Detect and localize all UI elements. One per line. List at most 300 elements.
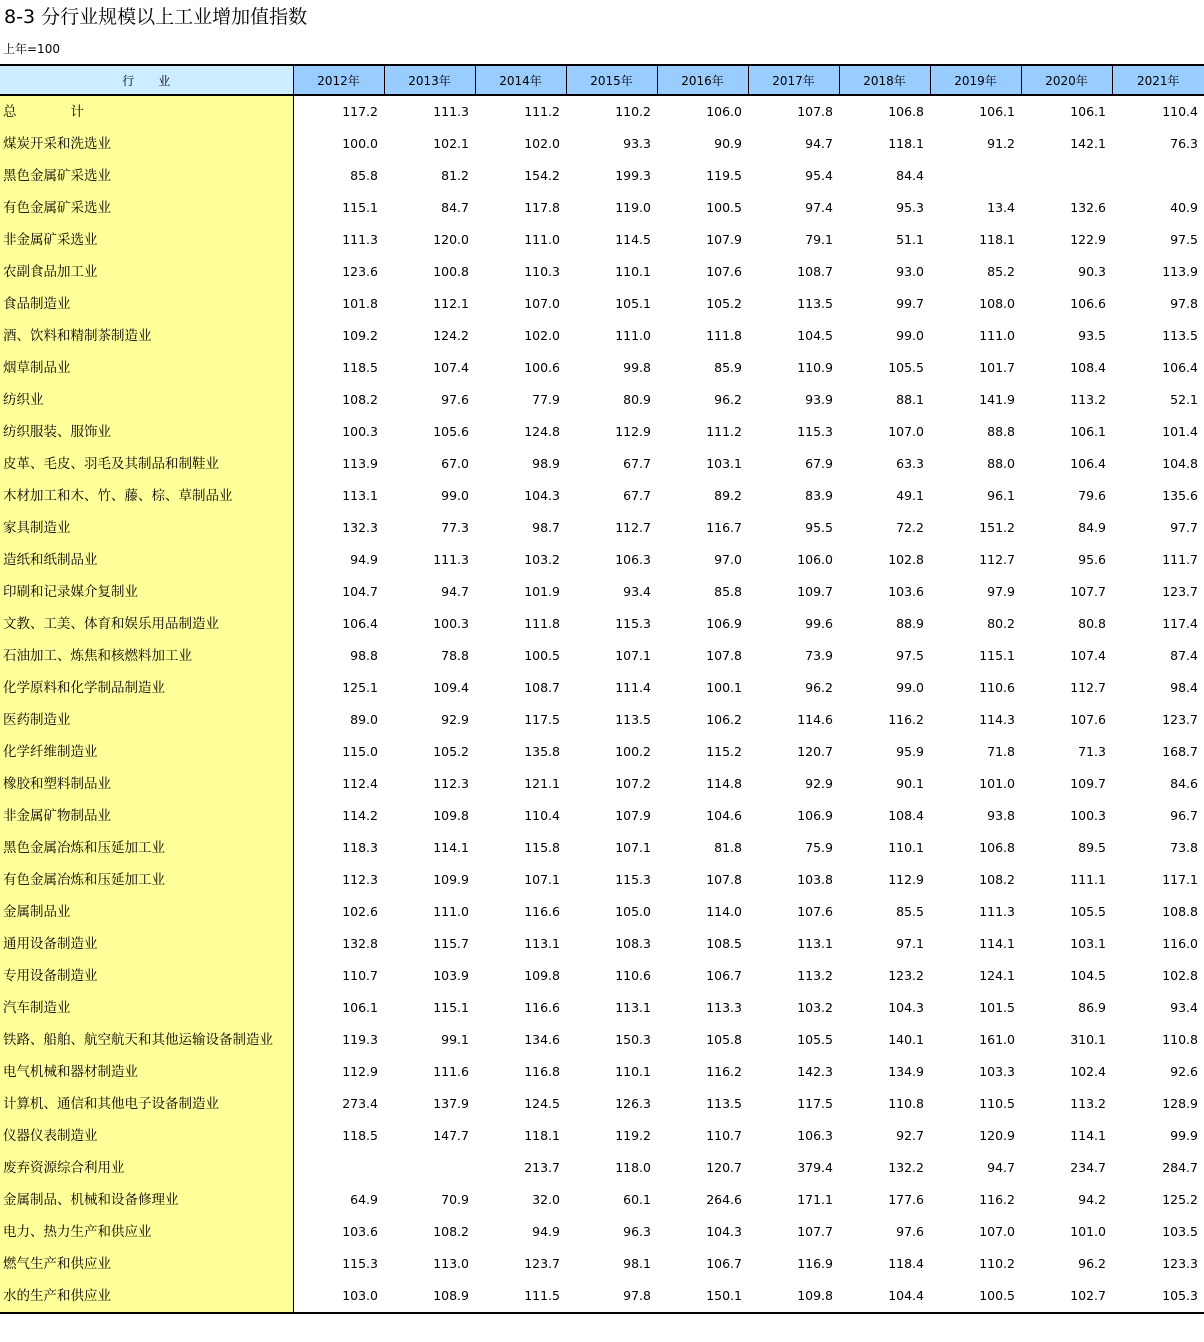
industry-name-cell[interactable]: 印刷和记录媒介复制业 xyxy=(0,576,293,608)
index-value-cell[interactable]: 80.8 xyxy=(1078,616,1106,631)
index-value-cell[interactable]: 99.6 xyxy=(805,616,833,631)
industry-name-cell[interactable]: 纺织业 xyxy=(0,384,293,416)
index-value-cell[interactable]: 111.5 xyxy=(475,1280,566,1313)
index-value-cell[interactable] xyxy=(930,160,1021,192)
index-value-cell[interactable]: 113.9 xyxy=(342,456,378,471)
industry-name-cell[interactable]: 农副食品加工业 xyxy=(0,256,293,288)
index-value-cell[interactable]: 101.9 xyxy=(524,584,560,599)
index-value-cell[interactable]: 104.8 xyxy=(1162,456,1198,471)
industry-name-cell[interactable]: 非金属矿采选业 xyxy=(0,224,293,256)
index-value-cell[interactable]: 93.5 xyxy=(1078,328,1106,343)
index-value-cell[interactable]: 104.3 xyxy=(888,1000,924,1015)
index-value-cell[interactable]: 115.3 xyxy=(615,616,651,631)
index-value-cell[interactable]: 100.3 xyxy=(1070,808,1106,823)
index-value-cell[interactable]: 104.3 xyxy=(706,1224,742,1239)
index-value-cell[interactable]: 107.1 xyxy=(615,648,651,663)
index-value-cell[interactable]: 72.2 xyxy=(896,520,924,535)
index-value-cell[interactable]: 96.7 xyxy=(1170,808,1198,823)
index-value-cell[interactable]: 113.1 xyxy=(524,936,560,951)
index-value-cell[interactable]: 102.8 xyxy=(888,552,924,567)
index-value-cell[interactable]: 94.7 xyxy=(805,136,833,151)
index-value-cell[interactable]: 177.6 xyxy=(888,1192,924,1207)
index-value-cell[interactable]: 106.3 xyxy=(797,1128,833,1143)
index-value-cell[interactable]: 94.9 xyxy=(532,1224,560,1239)
column-header-year[interactable]: 2015年 xyxy=(566,65,657,95)
index-value-cell[interactable]: 113.1 xyxy=(615,1000,651,1015)
index-value-cell[interactable]: 94.7 xyxy=(987,1160,1015,1175)
index-value-cell[interactable]: 103.6 xyxy=(342,1224,378,1239)
index-value-cell[interactable]: 101.8 xyxy=(342,296,378,311)
index-value-cell[interactable]: 111.1 xyxy=(1070,872,1106,887)
index-value-cell[interactable]: 107.8 xyxy=(706,648,742,663)
index-value-cell[interactable]: 40.9 xyxy=(1170,200,1198,215)
index-value-cell[interactable]: 102.0 xyxy=(524,136,560,151)
index-value-cell[interactable]: 96.1 xyxy=(987,488,1015,503)
index-value-cell[interactable]: 107.8 xyxy=(706,872,742,887)
column-header-year[interactable]: 2019年 xyxy=(930,65,1021,95)
index-value-cell[interactable]: 142.1 xyxy=(1070,136,1106,151)
index-value-cell[interactable]: 97.7 xyxy=(1170,520,1198,535)
index-value-cell[interactable]: 112.7 xyxy=(1070,680,1106,695)
index-value-cell[interactable]: 106.9 xyxy=(797,808,833,823)
index-value-cell[interactable]: 107.7 xyxy=(797,1224,833,1239)
index-value-cell[interactable]: 124.8 xyxy=(524,424,560,439)
index-value-cell[interactable]: 132.2 xyxy=(888,1160,924,1175)
index-value-cell[interactable]: 132.3 xyxy=(342,520,378,535)
index-value-cell[interactable] xyxy=(384,1152,475,1184)
index-value-cell[interactable]: 113.1 xyxy=(797,936,833,951)
index-value-cell[interactable]: 171.1 xyxy=(797,1192,833,1207)
index-value-cell[interactable]: 97.6 xyxy=(441,392,469,407)
index-value-cell[interactable]: 87.4 xyxy=(1170,648,1198,663)
index-value-cell[interactable]: 105.0 xyxy=(615,904,651,919)
index-value-cell[interactable]: 107.9 xyxy=(706,232,742,247)
index-value-cell[interactable]: 151.2 xyxy=(979,520,1015,535)
index-value-cell[interactable]: 113.9 xyxy=(1162,264,1198,279)
index-value-cell[interactable]: 84.9 xyxy=(1078,520,1106,535)
index-value-cell[interactable]: 85.8 xyxy=(714,584,742,599)
industry-name-cell[interactable]: 非金属矿物制品业 xyxy=(0,800,293,832)
index-value-cell[interactable]: 106.0 xyxy=(797,552,833,567)
index-value-cell[interactable]: 60.1 xyxy=(623,1192,651,1207)
index-value-cell[interactable]: 118.0 xyxy=(615,1160,651,1175)
index-value-cell[interactable]: 100.5 xyxy=(930,1280,1021,1313)
index-value-cell[interactable]: 111.0 xyxy=(524,232,560,247)
index-value-cell[interactable]: 107.4 xyxy=(1070,648,1106,663)
index-value-cell[interactable]: 115.1 xyxy=(342,200,378,215)
index-value-cell[interactable]: 89.2 xyxy=(714,488,742,503)
index-value-cell[interactable]: 105.2 xyxy=(433,744,469,759)
index-value-cell[interactable]: 117.8 xyxy=(524,200,560,215)
index-value-cell[interactable]: 112.9 xyxy=(615,424,651,439)
industry-name-cell[interactable]: 水的生产和供应业 xyxy=(0,1280,293,1313)
index-value-cell[interactable]: 81.2 xyxy=(441,168,469,183)
index-value-cell[interactable]: 117.2 xyxy=(342,104,378,119)
index-value-cell[interactable]: 118.5 xyxy=(342,360,378,375)
index-value-cell[interactable]: 117.5 xyxy=(524,712,560,727)
index-value-cell[interactable]: 114.6 xyxy=(797,712,833,727)
index-value-cell[interactable]: 93.0 xyxy=(896,264,924,279)
index-value-cell[interactable]: 141.9 xyxy=(979,392,1015,407)
industry-name-cell[interactable]: 有色金属冶炼和压延加工业 xyxy=(0,864,293,896)
index-value-cell[interactable]: 103.1 xyxy=(706,456,742,471)
index-value-cell[interactable]: 107.6 xyxy=(1070,712,1106,727)
industry-name-cell[interactable]: 石油加工、炼焦和核燃料加工业 xyxy=(0,640,293,672)
index-value-cell[interactable]: 110.2 xyxy=(615,104,651,119)
index-value-cell[interactable]: 121.1 xyxy=(524,776,560,791)
index-value-cell[interactable]: 134.6 xyxy=(524,1032,560,1047)
index-value-cell[interactable]: 67.7 xyxy=(623,456,651,471)
index-value-cell[interactable]: 113.2 xyxy=(797,968,833,983)
index-value-cell[interactable]: 132.8 xyxy=(342,936,378,951)
index-value-cell[interactable]: 108.4 xyxy=(1070,360,1106,375)
index-value-cell[interactable]: 101.5 xyxy=(979,1000,1015,1015)
index-value-cell[interactable]: 114.0 xyxy=(706,904,742,919)
index-value-cell[interactable]: 89.0 xyxy=(350,712,378,727)
column-header-year[interactable]: 2014年 xyxy=(475,65,566,95)
index-value-cell[interactable]: 96.3 xyxy=(623,1224,651,1239)
index-value-cell[interactable] xyxy=(1021,160,1112,192)
index-value-cell[interactable]: 123.7 xyxy=(1162,584,1198,599)
index-value-cell[interactable]: 118.1 xyxy=(524,1128,560,1143)
index-value-cell[interactable]: 110.8 xyxy=(888,1096,924,1111)
index-value-cell[interactable]: 76.3 xyxy=(1170,136,1198,151)
column-header-year[interactable]: 2017年 xyxy=(748,65,839,95)
index-value-cell[interactable]: 96.2 xyxy=(714,392,742,407)
column-header-year[interactable]: 2016年 xyxy=(657,65,748,95)
index-value-cell[interactable]: 104.5 xyxy=(797,328,833,343)
index-value-cell[interactable]: 101.7 xyxy=(979,360,1015,375)
index-value-cell[interactable]: 95.3 xyxy=(896,200,924,215)
index-value-cell[interactable]: 116.6 xyxy=(524,1000,560,1015)
index-value-cell[interactable]: 73.8 xyxy=(1170,840,1198,855)
industry-name-cell[interactable]: 电力、热力生产和供应业 xyxy=(0,1216,293,1248)
index-value-cell[interactable]: 105.2 xyxy=(706,296,742,311)
index-value-cell[interactable]: 113.3 xyxy=(706,1000,742,1015)
index-value-cell[interactable]: 99.1 xyxy=(441,1032,469,1047)
index-value-cell[interactable]: 81.8 xyxy=(714,840,742,855)
index-value-cell[interactable]: 79.6 xyxy=(1078,488,1106,503)
index-value-cell[interactable]: 101.4 xyxy=(1162,424,1198,439)
index-value-cell[interactable]: 98.4 xyxy=(1170,680,1198,695)
index-value-cell[interactable]: 99.7 xyxy=(896,296,924,311)
index-value-cell[interactable]: 78.8 xyxy=(441,648,469,663)
index-value-cell[interactable]: 106.4 xyxy=(1070,456,1106,471)
index-value-cell[interactable]: 94.9 xyxy=(350,552,378,567)
index-value-cell[interactable]: 154.2 xyxy=(524,168,560,183)
industry-name-cell[interactable]: 纺织服装、服饰业 xyxy=(0,416,293,448)
index-value-cell[interactable]: 103.1 xyxy=(1070,936,1106,951)
index-value-cell[interactable] xyxy=(1112,160,1204,192)
index-value-cell[interactable]: 108.9 xyxy=(384,1280,475,1313)
index-value-cell[interactable]: 113.5 xyxy=(1162,328,1198,343)
index-value-cell[interactable]: 114.1 xyxy=(1070,1128,1106,1143)
index-value-cell[interactable]: 90.3 xyxy=(1078,264,1106,279)
index-value-cell[interactable]: 110.7 xyxy=(706,1128,742,1143)
index-value-cell[interactable]: 80.9 xyxy=(623,392,651,407)
index-value-cell[interactable]: 32.0 xyxy=(532,1192,560,1207)
index-value-cell[interactable]: 125.2 xyxy=(1162,1192,1198,1207)
index-value-cell[interactable]: 97.1 xyxy=(896,936,924,951)
industry-name-cell[interactable]: 铁路、船舶、航空航天和其他运输设备制造业 xyxy=(0,1024,293,1056)
index-value-cell[interactable]: 140.1 xyxy=(888,1032,924,1047)
index-value-cell[interactable]: 84.4 xyxy=(896,168,924,183)
index-value-cell[interactable]: 92.9 xyxy=(441,712,469,727)
industry-name-cell[interactable]: 总 计 xyxy=(0,95,293,128)
index-value-cell[interactable]: 67.7 xyxy=(623,488,651,503)
industry-name-cell[interactable]: 黑色金属矿采选业 xyxy=(0,160,293,192)
index-value-cell[interactable]: 100.2 xyxy=(615,744,651,759)
index-value-cell[interactable]: 123.6 xyxy=(342,264,378,279)
index-value-cell[interactable]: 128.9 xyxy=(1162,1096,1198,1111)
index-value-cell[interactable]: 109.7 xyxy=(1070,776,1106,791)
index-value-cell[interactable]: 104.3 xyxy=(524,488,560,503)
index-value-cell[interactable]: 147.7 xyxy=(433,1128,469,1143)
index-value-cell[interactable]: 111.2 xyxy=(706,424,742,439)
index-value-cell[interactable]: 95.9 xyxy=(896,744,924,759)
index-value-cell[interactable]: 109.7 xyxy=(797,584,833,599)
index-value-cell[interactable]: 109.9 xyxy=(433,872,469,887)
index-value-cell[interactable]: 124.2 xyxy=(433,328,469,343)
index-value-cell[interactable]: 118.3 xyxy=(342,840,378,855)
index-value-cell[interactable]: 107.7 xyxy=(1070,584,1106,599)
index-value-cell[interactable]: 379.4 xyxy=(797,1160,833,1175)
index-value-cell[interactable]: 97.5 xyxy=(1170,232,1198,247)
index-value-cell[interactable]: 107.1 xyxy=(524,872,560,887)
index-value-cell[interactable]: 111.3 xyxy=(979,904,1015,919)
index-value-cell[interactable]: 98.1 xyxy=(623,1256,651,1271)
index-value-cell[interactable]: 105.5 xyxy=(797,1032,833,1047)
index-value-cell[interactable]: 106.8 xyxy=(979,840,1015,855)
index-value-cell[interactable]: 63.3 xyxy=(896,456,924,471)
index-value-cell[interactable]: 80.2 xyxy=(987,616,1015,631)
index-value-cell[interactable]: 110.5 xyxy=(979,1096,1015,1111)
index-value-cell[interactable]: 110.3 xyxy=(524,264,560,279)
industry-name-cell[interactable]: 文教、工美、体育和娱乐用品制造业 xyxy=(0,608,293,640)
index-value-cell[interactable]: 112.9 xyxy=(342,1064,378,1079)
industry-name-cell[interactable]: 通用设备制造业 xyxy=(0,928,293,960)
index-value-cell[interactable]: 104.5 xyxy=(1070,968,1106,983)
index-value-cell[interactable]: 106.3 xyxy=(615,552,651,567)
index-value-cell[interactable]: 199.3 xyxy=(615,168,651,183)
industry-name-cell[interactable]: 有色金属矿采选业 xyxy=(0,192,293,224)
index-value-cell[interactable]: 135.8 xyxy=(524,744,560,759)
industry-name-cell[interactable]: 食品制造业 xyxy=(0,288,293,320)
index-value-cell[interactable]: 116.6 xyxy=(524,904,560,919)
industry-name-cell[interactable]: 专用设备制造业 xyxy=(0,960,293,992)
industry-name-cell[interactable]: 煤炭开采和洗选业 xyxy=(0,128,293,160)
index-value-cell[interactable]: 85.2 xyxy=(987,264,1015,279)
index-value-cell[interactable]: 106.6 xyxy=(1070,296,1106,311)
index-value-cell[interactable]: 106.4 xyxy=(342,616,378,631)
index-value-cell[interactable]: 110.1 xyxy=(615,1064,651,1079)
index-value-cell[interactable]: 85.9 xyxy=(714,360,742,375)
index-value-cell[interactable]: 107.6 xyxy=(797,904,833,919)
index-value-cell[interactable]: 90.1 xyxy=(896,776,924,791)
index-value-cell[interactable]: 101.0 xyxy=(979,776,1015,791)
index-value-cell[interactable]: 102.1 xyxy=(433,136,469,151)
index-value-cell[interactable]: 85.8 xyxy=(350,168,378,183)
index-value-cell[interactable]: 109.8 xyxy=(524,968,560,983)
index-value-cell[interactable]: 111.4 xyxy=(615,680,651,695)
index-value-cell[interactable]: 108.3 xyxy=(615,936,651,951)
index-value-cell[interactable]: 98.7 xyxy=(532,520,560,535)
index-value-cell[interactable]: 88.1 xyxy=(896,392,924,407)
index-value-cell[interactable]: 100.5 xyxy=(524,648,560,663)
index-value-cell[interactable]: 106.9 xyxy=(706,616,742,631)
index-value-cell[interactable]: 126.3 xyxy=(615,1096,651,1111)
index-value-cell[interactable]: 124.1 xyxy=(979,968,1015,983)
index-value-cell[interactable]: 86.9 xyxy=(1078,1000,1106,1015)
index-value-cell[interactable]: 112.9 xyxy=(888,872,924,887)
index-value-cell[interactable]: 112.7 xyxy=(979,552,1015,567)
column-header-year[interactable]: 2013年 xyxy=(384,65,475,95)
index-value-cell[interactable]: 111.8 xyxy=(524,616,560,631)
index-value-cell[interactable]: 112.1 xyxy=(433,296,469,311)
column-header-year[interactable]: 2021年 xyxy=(1112,65,1204,95)
index-value-cell[interactable]: 88.8 xyxy=(987,424,1015,439)
index-value-cell[interactable]: 113.5 xyxy=(706,1096,742,1111)
index-value-cell[interactable]: 103.2 xyxy=(797,1000,833,1015)
index-value-cell[interactable]: 135.6 xyxy=(1162,488,1198,503)
index-value-cell[interactable]: 105.1 xyxy=(615,296,651,311)
index-value-cell[interactable]: 111.3 xyxy=(433,104,469,119)
index-value-cell[interactable]: 119.0 xyxy=(615,200,651,215)
industry-name-cell[interactable]: 烟草制品业 xyxy=(0,352,293,384)
index-value-cell[interactable]: 116.2 xyxy=(888,712,924,727)
index-value-cell[interactable]: 102.6 xyxy=(342,904,378,919)
index-value-cell[interactable]: 284.7 xyxy=(1162,1160,1198,1175)
index-value-cell[interactable]: 100.1 xyxy=(706,680,742,695)
index-value-cell[interactable]: 92.7 xyxy=(896,1128,924,1143)
index-value-cell[interactable]: 99.0 xyxy=(896,328,924,343)
index-value-cell[interactable]: 112.3 xyxy=(342,872,378,887)
index-value-cell[interactable]: 97.0 xyxy=(714,552,742,567)
index-value-cell[interactable]: 119.5 xyxy=(706,168,742,183)
index-value-cell[interactable]: 116.0 xyxy=(1162,936,1198,951)
index-value-cell[interactable]: 107.6 xyxy=(706,264,742,279)
index-value-cell[interactable]: 95.6 xyxy=(1078,552,1106,567)
index-value-cell[interactable]: 103.0 xyxy=(293,1280,384,1313)
index-value-cell[interactable]: 90.9 xyxy=(714,136,742,151)
index-value-cell[interactable]: 70.9 xyxy=(441,1192,469,1207)
index-value-cell[interactable]: 49.1 xyxy=(896,488,924,503)
index-value-cell[interactable]: 88.9 xyxy=(896,616,924,631)
industry-name-cell[interactable]: 家具制造业 xyxy=(0,512,293,544)
index-value-cell[interactable]: 106.1 xyxy=(979,104,1015,119)
industry-name-cell[interactable]: 造纸和纸制品业 xyxy=(0,544,293,576)
industry-name-cell[interactable]: 黑色金属冶炼和压延加工业 xyxy=(0,832,293,864)
index-value-cell[interactable]: 102.0 xyxy=(524,328,560,343)
index-value-cell[interactable]: 52.1 xyxy=(1170,392,1198,407)
index-value-cell[interactable]: 108.0 xyxy=(979,296,1015,311)
index-value-cell[interactable]: 99.9 xyxy=(1170,1128,1198,1143)
index-value-cell[interactable]: 97.9 xyxy=(987,584,1015,599)
index-value-cell[interactable]: 107.0 xyxy=(979,1224,1015,1239)
index-value-cell[interactable]: 120.9 xyxy=(979,1128,1015,1143)
index-value-cell[interactable]: 88.0 xyxy=(987,456,1015,471)
index-value-cell[interactable]: 64.9 xyxy=(350,1192,378,1207)
index-value-cell[interactable]: 107.9 xyxy=(615,808,651,823)
index-value-cell[interactable]: 85.5 xyxy=(896,904,924,919)
index-value-cell[interactable]: 91.2 xyxy=(987,136,1015,151)
index-value-cell[interactable]: 117.4 xyxy=(1162,616,1198,631)
index-value-cell[interactable]: 94.2 xyxy=(1078,1192,1106,1207)
index-value-cell[interactable]: 213.7 xyxy=(524,1160,560,1175)
industry-name-cell[interactable]: 酒、饮料和精制茶制造业 xyxy=(0,320,293,352)
index-value-cell[interactable]: 73.9 xyxy=(805,648,833,663)
index-value-cell[interactable]: 120.7 xyxy=(706,1160,742,1175)
index-value-cell[interactable]: 107.0 xyxy=(524,296,560,311)
index-value-cell[interactable]: 103.2 xyxy=(524,552,560,567)
index-value-cell[interactable]: 114.5 xyxy=(615,232,651,247)
index-value-cell[interactable]: 95.5 xyxy=(805,520,833,535)
index-value-cell[interactable]: 108.4 xyxy=(888,808,924,823)
index-value-cell[interactable]: 71.3 xyxy=(1078,744,1106,759)
index-value-cell[interactable]: 106.1 xyxy=(1070,424,1106,439)
index-value-cell[interactable]: 111.8 xyxy=(706,328,742,343)
index-value-cell[interactable]: 161.0 xyxy=(979,1032,1015,1047)
index-value-cell[interactable]: 117.5 xyxy=(797,1096,833,1111)
index-value-cell[interactable]: 100.5 xyxy=(706,200,742,215)
index-value-cell[interactable]: 111.3 xyxy=(433,552,469,567)
index-value-cell[interactable]: 93.4 xyxy=(623,584,651,599)
index-value-cell[interactable]: 132.6 xyxy=(1070,200,1106,215)
index-value-cell[interactable]: 125.1 xyxy=(342,680,378,695)
industry-name-cell[interactable]: 化学原料和化学制品制造业 xyxy=(0,672,293,704)
index-value-cell[interactable]: 107.0 xyxy=(888,424,924,439)
index-value-cell[interactable]: 108.7 xyxy=(524,680,560,695)
index-value-cell[interactable]: 102.7 xyxy=(1021,1280,1112,1313)
index-value-cell[interactable]: 116.9 xyxy=(797,1256,833,1271)
index-value-cell[interactable]: 150.1 xyxy=(657,1280,748,1313)
index-value-cell[interactable]: 114.8 xyxy=(706,776,742,791)
index-value-cell[interactable]: 115.1 xyxy=(979,648,1015,663)
index-value-cell[interactable]: 117.1 xyxy=(1162,872,1198,887)
index-value-cell[interactable]: 113.5 xyxy=(797,296,833,311)
index-value-cell[interactable]: 119.3 xyxy=(342,1032,378,1047)
index-value-cell[interactable]: 77.9 xyxy=(532,392,560,407)
index-value-cell[interactable] xyxy=(293,1152,384,1184)
index-value-cell[interactable]: 116.8 xyxy=(524,1064,560,1079)
index-value-cell[interactable]: 115.0 xyxy=(342,744,378,759)
index-value-cell[interactable]: 114.1 xyxy=(979,936,1015,951)
index-value-cell[interactable]: 106.7 xyxy=(706,1256,742,1271)
index-value-cell[interactable]: 142.3 xyxy=(797,1064,833,1079)
index-value-cell[interactable]: 273.4 xyxy=(342,1096,378,1111)
index-value-cell[interactable]: 93.3 xyxy=(623,136,651,151)
index-value-cell[interactable]: 118.1 xyxy=(979,232,1015,247)
index-value-cell[interactable]: 108.2 xyxy=(979,872,1015,887)
index-value-cell[interactable]: 111.6 xyxy=(433,1064,469,1079)
index-value-cell[interactable]: 111.3 xyxy=(342,232,378,247)
index-value-cell[interactable]: 89.5 xyxy=(1078,840,1106,855)
index-value-cell[interactable]: 105.5 xyxy=(1070,904,1106,919)
index-value-cell[interactable]: 109.8 xyxy=(748,1280,839,1313)
index-value-cell[interactable]: 103.8 xyxy=(797,872,833,887)
index-value-cell[interactable]: 104.7 xyxy=(342,584,378,599)
index-value-cell[interactable]: 111.7 xyxy=(1162,552,1198,567)
index-value-cell[interactable]: 104.6 xyxy=(706,808,742,823)
index-value-cell[interactable]: 105.6 xyxy=(433,424,469,439)
index-value-cell[interactable]: 102.4 xyxy=(1070,1064,1106,1079)
index-value-cell[interactable]: 106.0 xyxy=(706,104,742,119)
index-value-cell[interactable]: 103.9 xyxy=(433,968,469,983)
index-value-cell[interactable]: 112.7 xyxy=(615,520,651,535)
index-value-cell[interactable]: 98.8 xyxy=(350,648,378,663)
index-value-cell[interactable]: 111.2 xyxy=(524,104,560,119)
index-value-cell[interactable]: 105.8 xyxy=(706,1032,742,1047)
